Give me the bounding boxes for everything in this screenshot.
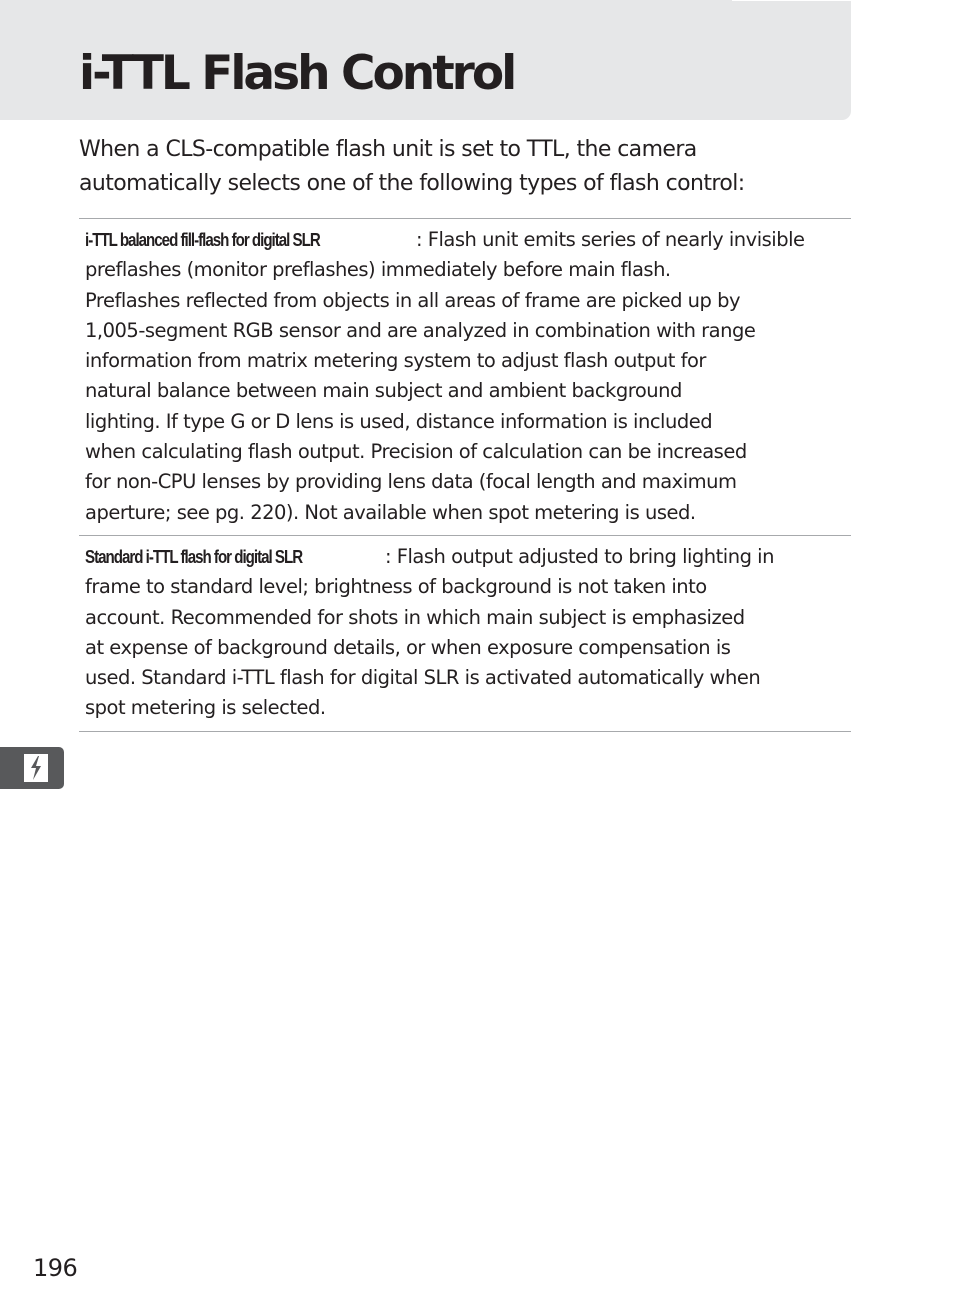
definition-first-line [85,225,851,255]
definition-first-line [85,542,851,572]
definition-line: at expense of background details, or when exposure compensation is [85,635,731,659]
flash-icon [23,753,49,783]
definition-term: Standard i-TTL flash for digital SLR [85,546,303,567]
page-number: 196 [33,1254,78,1282]
definition-line: 1,005-segment RGB sensor and are analyzed in combination with range [85,318,756,342]
definition-line: natural balance between main subject and ambient background [85,379,682,403]
page-title: i-TTL Flash Control [79,46,515,101]
definition-line: spot metering is selected. [85,696,326,720]
definition-line: information from matrix metering system to adjust flash output for [85,349,706,373]
chapter-side-tab [0,747,64,789]
definition-line: when calculating flash output. Precision of calculation can be increased [85,440,747,464]
definition-line: for non-CPU lenses by providing lens data (focal length and maximum [85,470,737,494]
definition-row-standard-ittl [79,536,851,732]
definition-line: frame to standard level; brightness of background is not taken into [85,575,707,599]
intro-line: automatically selects one of the following types of flash control: [79,171,745,196]
definition-line: Preflashes reflected from objects in all areas of frame are picked up by [85,288,741,312]
intro-paragraph [79,133,869,201]
definition-text: : Flash output adjusted to bring lighting in [385,544,774,568]
definition-line: lighting. If type G or D lens is used, distance information is included [85,409,713,433]
definition-line: preflashes (monitor preflashes) immediately before main flash. [85,258,671,282]
definition-line: used. Standard i-TTL flash for digital SLR is activated automatically when [85,666,761,690]
definition-row-balanced-fill-flash [79,219,851,536]
definition-line: account. Recommended for shots in which main subject is emphasized [85,605,745,629]
flash-control-table [79,218,851,732]
intro-line: When a CLS-compatible flash unit is set to TTL, the camera [79,137,697,162]
definition-term: i-TTL balanced fill-flash for digital SLR [85,230,320,250]
definition-line: aperture; see pg. 220). Not available when spot metering is used. [85,500,696,524]
definition-text: : Flash unit emits series of nearly invisible [416,228,805,251]
